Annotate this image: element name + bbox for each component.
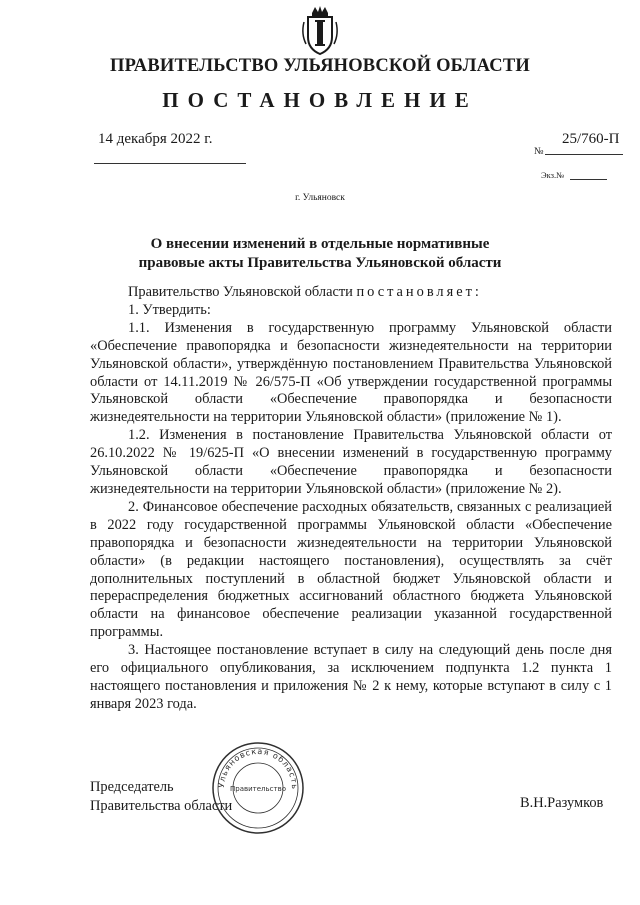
document-number: 25/760-П: [562, 131, 620, 147]
copy-number-underline: [570, 179, 607, 180]
paragraph-1-2: 1.2. Изменения в постановление Правительства Ульяновской области от 26.10.2022 № 19/625-П «О внесении изменений в государственную программу Ульяновской области «Обеспечение правопорядка и безопасности жизнедеятельности на территории Ульяновской области» (приложение № 2).: [90, 427, 612, 497]
preamble-text: Правительство Ульяновской области: [128, 284, 357, 300]
paragraph-1-1: 1.1. Изменения в государственную программу Ульяновской области «Обеспечение правопорядка и безопасности жизнедеятельности на территории Ульяновской области», утверждённую постановлением Правительства Ульяновской области от 14.11.2019 № 26/575-П «Об утверждении государственной программы Ульяновской области «Обеспечение правопорядка и безопасности жизнедеятельности на территории Ульяновской области» (приложение № 1).: [90, 319, 612, 426]
paragraph-3: 3. Настоящее постановление вступает в силу на следующий день после дня его официального опубликования, за исключением подпункта 1.2 пункта 1 настоящего постановления и приложения № 2 к нему, которые вступают в силу с 1 января 2023 года.: [90, 642, 612, 712]
signatory-name: В.Н.Разумков: [520, 795, 604, 811]
signatory-position-line-2: Правительства области: [90, 798, 233, 814]
preamble-verb: постановляет:: [356, 284, 482, 300]
preamble: [90, 284, 612, 302]
number-label: №: [534, 146, 544, 157]
number-underline: [545, 154, 623, 155]
date-underline: [94, 163, 246, 164]
subject-line-1: О внесении изменений в отдельные нормативные: [150, 236, 490, 252]
government-name: ПРАВИТЕЛЬСТВО УЛЬЯНОВСКОЙ ОБЛАСТИ: [110, 56, 530, 76]
subject-line-2: правовые акты Правительства Ульяновской области: [138, 255, 502, 271]
official-seal-icon: [210, 740, 306, 836]
document-subject: [90, 235, 550, 273]
document-date: 14 декабря 2022 г.: [98, 131, 213, 147]
paragraph-1: 1. Утвердить:: [128, 301, 211, 318]
signatory-position-line-1: Председатель: [90, 779, 174, 795]
copy-number-label: Экз.№: [541, 170, 565, 180]
city-name: г. Ульяновск: [295, 193, 345, 203]
coat-of-arms-icon: [300, 4, 340, 56]
seal-ring-text: Ульяновская область: [216, 746, 300, 790]
paragraph-2: 2. Финансовое обеспечение расходных обязательств, связанных с реализацией в 2022 году государственной программы Ульяновской области «Обеспечение правопорядка и безопасности жизнедеятельности на территории Ульяновской области» (в редакции настоящего постановления), осуществлять за счёт дополнительных поступлений в областной бюджет Ульяновской области и перераспределения бюджетных ассигнований областного бюджета Ульяновской области на финансовое обеспечение реализации указанной государственной программы.: [90, 498, 612, 641]
document-type: ПОСТАНОВЛЕНИЕ: [162, 88, 478, 112]
document-body: [90, 284, 612, 714]
seal-center-text: Правительство: [230, 785, 286, 793]
